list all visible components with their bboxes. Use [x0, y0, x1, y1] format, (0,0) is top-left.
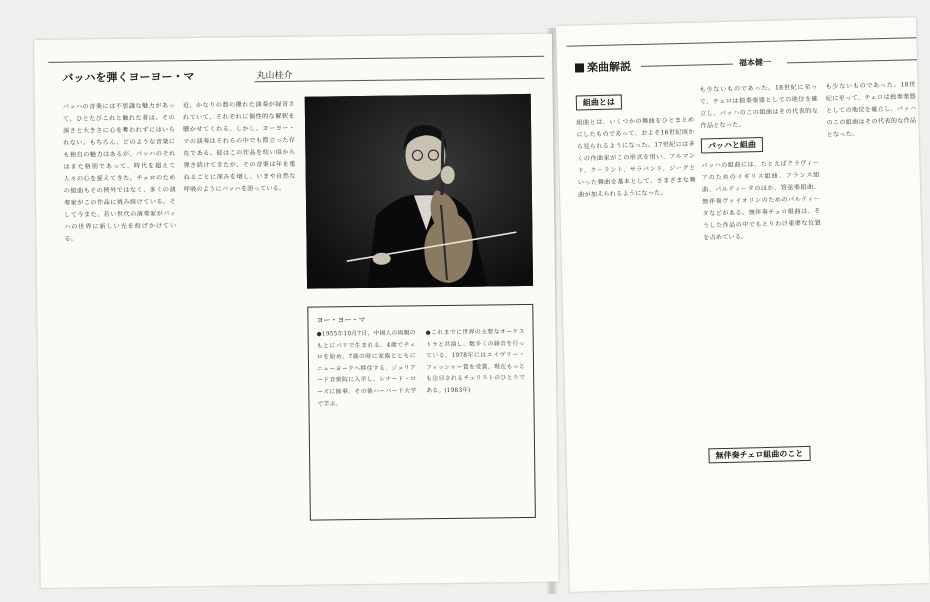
- section-author-rule: [787, 59, 917, 63]
- section-title: 楽曲解説: [586, 60, 632, 75]
- article-body-column-2: 近、かなりの数の優れた演奏が録音されていて、それぞれに個性的な解釈を聴かせてくれる。しかし、ヨーヨー・マの演奏はそれらの中でも際立った存在である。彼はこの作品を幼い頃から弾き続けてきたが、その音楽は年を重ねるごとに深みを増し、いまや自然な呼吸のようにバッハを語っている。: [182, 100, 296, 194]
- section-author: 福本健一: [738, 57, 772, 68]
- top-rule: [48, 56, 544, 63]
- section-heading: [575, 58, 631, 75]
- subheading-solo-cello-suites: 無伴奏チェロ組曲のこと: [708, 446, 810, 463]
- article-author: 丸山桂介: [256, 70, 293, 82]
- cellist-photo-image: [305, 94, 533, 289]
- profile-column-2: ●これまでに世界の主要なオーケストラと共演し、数多くの録音を行っている。1978年にはエイヴリー・フィッシャー賞を受賞。現在もっとも注目されるチェリストのひとりである。(1983年): [425, 329, 526, 395]
- left-page: [34, 34, 559, 588]
- profile-box: [307, 304, 536, 521]
- right-body-column-2-top: も少ないものであった。18世紀に至って、チェロは独奏楽器としての地位を確立し、バッハのこの組曲はその代表的な作品となった。: [699, 83, 819, 130]
- cellist-photo: [305, 94, 533, 289]
- subheading-bach-and-suites: バッハと組曲: [701, 137, 763, 154]
- section-title-rule: [641, 64, 733, 67]
- author-rule: [255, 78, 545, 83]
- right-page: [556, 17, 930, 592]
- right-body-column-2: バッハの組曲には、たとえばクラヴィーアのためのイギリス組曲、フランス組曲、パルティータのほか、管弦楽組曲、無伴奏ヴァイオリンのためのパルティータなどがある。無伴奏チェロ組曲は、そうした作品の中でもとりわけ重要な位置を占めている。: [701, 159, 821, 242]
- article-body-column-1: バッハの音楽には不思議な魅力があって、ひとたびこれと触れた者は、その深さと大きさに心を奪われずにはいられない。もちろん、どのような音楽にも独自の魅力はあるが、バッハのそれはまた格別であって、時代を超えて人々の心を捉えてきた。チェロのための組曲もその例外ではなく、多くの演奏家がこの作品に挑み続けている。そして今また、若い世代の演奏家がバッハの世界に新しい光を投げかけている。: [62, 102, 177, 243]
- profile-title: ヨー・ヨー・マ: [316, 315, 366, 325]
- right-body-column-3: も少ないものであった。18世紀に至って、チェロは独奏楽器としての地位を確立し、バッハのこの組曲はその代表的な作品となった。: [825, 81, 917, 139]
- subheading-suites: 組曲とは: [576, 94, 622, 110]
- article-title: バッハを弾くヨーヨー・マ: [62, 70, 195, 85]
- right-top-rule: [566, 37, 916, 47]
- profile-column-1: ●1955年10月7日、中国人の両親のもとにパリで生まれる。4歳でチェロを始め、7歳の時に家族とともにニューヨークへ移住する。ジュリアード音楽院に入学し、レナード・ローズに師事。その後ハーバード大学で学ぶ。: [316, 330, 417, 408]
- right-body-column-1: 組曲とは、いくつかの舞曲をひとまとめにしたものであって、およそ16世紀頃から見られるようになった。17世紀には多くの作曲家がこの形式を用い、アルマンド、クーラント、サラバンド、ジーグといった舞曲を基本として、さまざまな舞曲が加えられるようになった。: [576, 116, 696, 199]
- square-bullet-icon: [575, 63, 584, 72]
